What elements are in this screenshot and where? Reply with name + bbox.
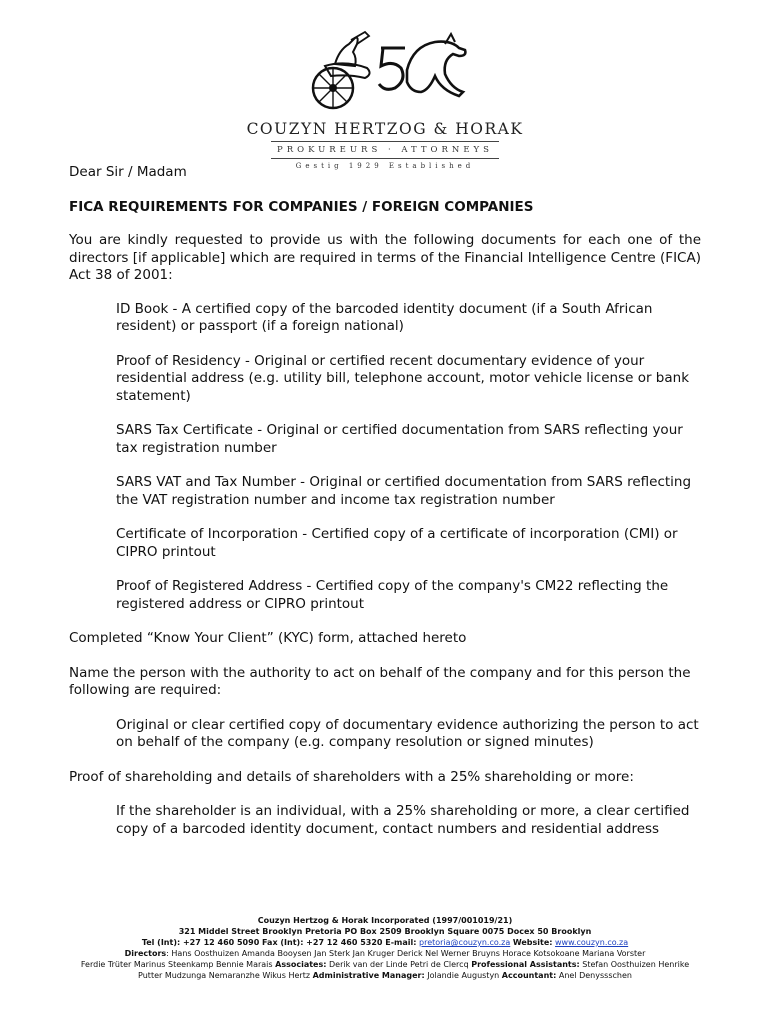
firm-subtitle: PROKUREURS · ATTORNEYS <box>276 145 493 155</box>
footer-associates: Derik van der Linde Petri de Clercq <box>328 960 469 969</box>
salutation: Dear Sir / Madam <box>69 164 187 180</box>
letter-footer <box>40 915 730 981</box>
footer-email-link[interactable]: pretoria@couzyn.co.za <box>419 938 511 947</box>
shareholding-item: If the shareholder is an individual, with a 25% shareholding or more, a clear certified copy of a barcoded identity document, contact numbers and residential address <box>116 803 690 837</box>
requirement-item: Proof of Residency - Original or certified recent documentary evidence of your residential address (e.g. utility bill, telephone account, motor vehicle license or bank statement) <box>116 352 690 404</box>
footer-directors: : Hans Oosthuizen Amanda Booysen Jan Sterk Jan Kruger Derick Nel Werner Bruyns Horace Kotsokoane Mariana Vorster <box>166 949 646 958</box>
footer-website-link[interactable]: www.couzyn.co.za <box>555 938 629 947</box>
footer-tel-fax: Tel (Int): +27 12 460 5090 Fax (Int): +27 12 460 5320 E-mail: <box>141 938 417 947</box>
requirement-item: ID Book - A certified copy of the barcoded identity document (if a South African resident) or passport (if a foreign national) <box>116 300 653 334</box>
footer-names: Putter Mudzunga Nemaranzhe Wikus Hertz <box>138 971 311 980</box>
letterhead-divider <box>271 141 499 142</box>
footer-accountant-label: Accountant: <box>501 971 557 980</box>
footer-address: 321 Middel Street Brooklyn Pretoria PO Box 2509 Brooklyn Square 0075 Docex 50 Brooklyn <box>178 927 592 936</box>
footer-prof-assist-label: Professional Assistants: <box>471 960 580 969</box>
letter-heading: FICA REQUIREMENTS FOR COMPANIES / FOREIGN COMPANIES <box>69 198 534 215</box>
footer-names: Ferdie Trüter Marinus Steenkamp Bennie Marais <box>80 960 273 969</box>
intro-paragraph: You are kindly requested to provide us with the following documents for each one of the directors [if applicable] which are required in terms of the Financial Intelligence Centre (FICA) Act 38 of 2001: <box>69 232 701 283</box>
requirement-item: SARS Tax Certificate - Original or certified documentation from SARS reflecting your tax registration number <box>116 422 683 456</box>
letterhead <box>0 30 770 170</box>
requirement-item: Proof of Registered Address - Certified copy of the company's CM22 reflecting the registered address or CIPRO printout <box>116 578 669 612</box>
kyc-paragraph: Completed “Know Your Client” (KYC) form, attached hereto <box>69 630 467 646</box>
letter-body <box>69 164 701 855</box>
footer-directors-label: Directors <box>124 949 167 958</box>
letterhead-divider <box>271 158 499 159</box>
requirement-item: Certificate of Incorporation - Certified copy of a certificate of incorporation (CMI) or CIPRO printout <box>116 526 678 560</box>
requirement-item: SARS VAT and Tax Number - Original or certified documentation from SARS reflecting the VAT registration number and income tax registration number <box>116 474 692 508</box>
footer-prof-assist: Stefan Oosthuizen Henrike <box>582 960 690 969</box>
firm-name: COUZYN HERTZOG & HORAK <box>246 120 524 138</box>
footer-company: Couzyn Hertzog & Horak Incorporated (1997/001019/21) <box>257 916 513 925</box>
firm-established: Gestig 1929 Established <box>295 162 475 170</box>
authority-paragraph: Name the person with the authority to act on behalf of the company and for this person the following are required: <box>69 664 691 698</box>
authority-item: Original or clear certified copy of documentary evidence authorizing the person to act on behalf of the company (e.g. company resolution or signed minutes) <box>116 716 699 750</box>
footer-admin-label: Administrative Manager: <box>312 971 425 980</box>
footer-admin: Jolandie Augustyn <box>427 971 500 980</box>
footer-website-label: Website: <box>512 938 553 947</box>
firm-logo <box>295 30 475 114</box>
footer-associates-label: Associates: <box>275 960 327 969</box>
footer-accountant: Anel Denyssschen <box>558 971 632 980</box>
shareholding-paragraph: Proof of shareholding and details of shareholders with a 25% shareholding or more: <box>69 768 634 785</box>
